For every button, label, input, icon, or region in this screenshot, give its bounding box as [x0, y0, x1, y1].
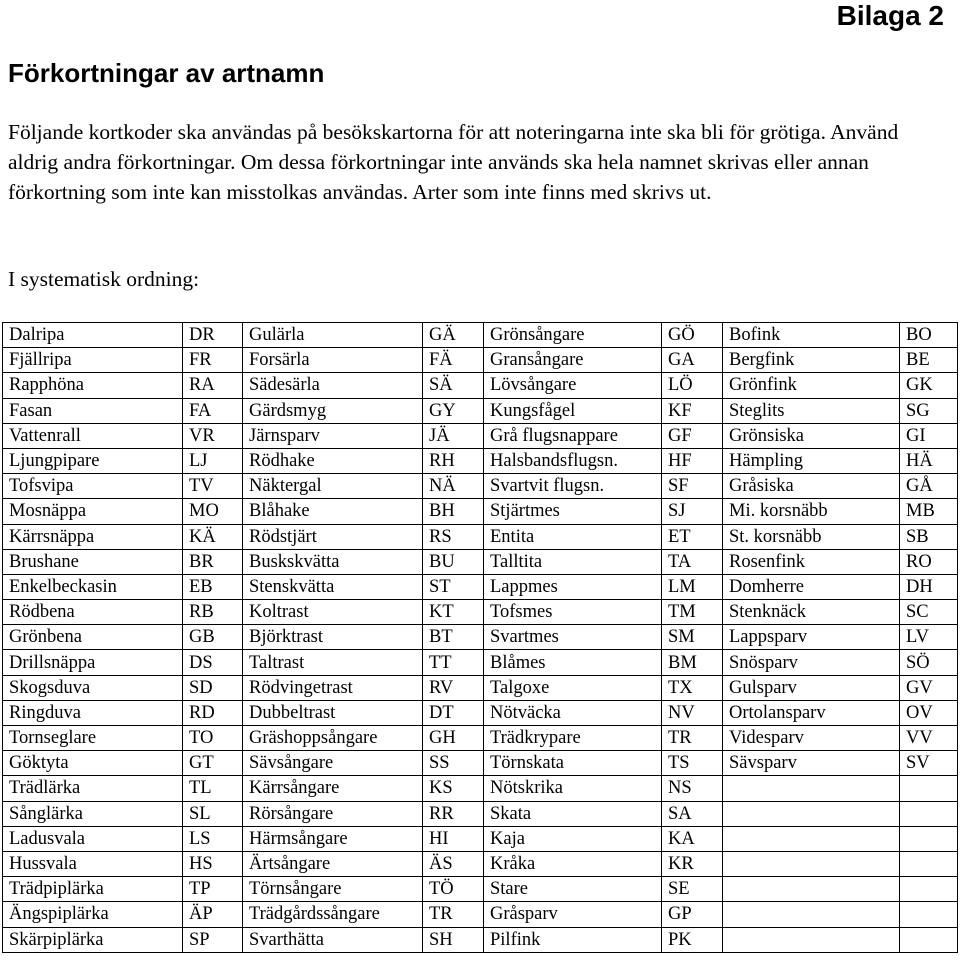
table-row: [3, 675, 958, 700]
cell-species-name-group-3: Gransångare: [484, 348, 662, 373]
cell-species-name-group-1: Grönbena: [3, 625, 183, 650]
cell-species-code-group-2: HI: [423, 826, 484, 851]
cell-species-code-group-2: KS: [423, 776, 484, 801]
cell-species-name-group-3: Kungsfågel: [484, 398, 662, 423]
table-row: [3, 877, 958, 902]
cell-species-name-group-2: Buskskvätta: [243, 549, 423, 574]
cell-species-name-group-4: Videsparv: [723, 726, 900, 751]
cell-species-code-group-4: GV: [900, 675, 958, 700]
cell-species-code-group-1: SP: [183, 927, 243, 952]
cell-species-code-group-3: NV: [662, 700, 723, 725]
cell-species-code-group-4: [900, 902, 958, 927]
cell-species-code-group-1: MO: [183, 499, 243, 524]
table-row: [3, 851, 958, 876]
cell-species-name-group-1: Tornseglare: [3, 726, 183, 751]
cell-species-code-group-4: SÖ: [900, 650, 958, 675]
cell-species-name-group-1: Brushane: [3, 549, 183, 574]
cell-species-code-group-4: LV: [900, 625, 958, 650]
cell-species-code-group-3: GÖ: [662, 323, 723, 348]
cell-species-name-group-1: Ängspiplärka: [3, 902, 183, 927]
cell-species-code-group-4: GÅ: [900, 474, 958, 499]
cell-species-name-group-1: Göktyta: [3, 751, 183, 776]
cell-species-code-group-2: TÖ: [423, 877, 484, 902]
cell-species-code-group-2: KT: [423, 600, 484, 625]
cell-species-name-group-1: Fjällripa: [3, 348, 183, 373]
cell-species-name-group-2: Taltrast: [243, 650, 423, 675]
cell-species-code-group-2: TR: [423, 902, 484, 927]
cell-species-name-group-4: Grönsiska: [723, 423, 900, 448]
document-title: Förkortningar av artnamn: [8, 58, 325, 88]
cell-species-name-group-2: Gärdsmyg: [243, 398, 423, 423]
cell-species-name-group-3: Nötväcka: [484, 700, 662, 725]
cell-species-code-group-2: GH: [423, 726, 484, 751]
cell-species-name-group-2: Stenskvätta: [243, 574, 423, 599]
cell-species-code-group-3: GA: [662, 348, 723, 373]
cell-species-code-group-3: KR: [662, 851, 723, 876]
cell-species-name-group-2: Ärtsångare: [243, 851, 423, 876]
cell-species-name-group-3: Pilfink: [484, 927, 662, 952]
cell-species-name-group-2: Blåhake: [243, 499, 423, 524]
cell-species-code-group-3: SA: [662, 801, 723, 826]
table-row: [3, 423, 958, 448]
cell-species-code-group-4: [900, 776, 958, 801]
systematic-order-label: I systematisk ordning:: [8, 267, 200, 291]
cell-species-name-group-3: Svartmes: [484, 625, 662, 650]
cell-species-name-group-2: Kärrsångare: [243, 776, 423, 801]
cell-species-name-group-2: Härmsångare: [243, 826, 423, 851]
cell-species-name-group-4: Lappsparv: [723, 625, 900, 650]
cell-species-name-group-2: Sävsångare: [243, 751, 423, 776]
cell-species-name-group-4: [723, 877, 900, 902]
cell-species-name-group-4: Stenknäck: [723, 600, 900, 625]
table-row: [3, 474, 958, 499]
cell-species-name-group-1: Ljungpipare: [3, 448, 183, 473]
cell-species-code-group-3: SF: [662, 474, 723, 499]
cell-species-code-group-3: ET: [662, 524, 723, 549]
cell-species-code-group-2: SH: [423, 927, 484, 952]
cell-species-code-group-1: RB: [183, 600, 243, 625]
cell-species-code-group-4: RO: [900, 549, 958, 574]
cell-species-name-group-4: [723, 902, 900, 927]
cell-species-code-group-1: RA: [183, 373, 243, 398]
cell-species-code-group-1: GB: [183, 625, 243, 650]
cell-species-name-group-4: Steglits: [723, 398, 900, 423]
cell-species-code-group-1: TL: [183, 776, 243, 801]
cell-species-name-group-2: Järnsparv: [243, 423, 423, 448]
cell-species-name-group-4: Snösparv: [723, 650, 900, 675]
cell-species-name-group-4: Sävsparv: [723, 751, 900, 776]
cell-species-name-group-1: Sånglärka: [3, 801, 183, 826]
table-row: [3, 826, 958, 851]
cell-species-code-group-4: MB: [900, 499, 958, 524]
cell-species-code-group-3: TS: [662, 751, 723, 776]
cell-species-name-group-4: St. korsnäbb: [723, 524, 900, 549]
cell-species-code-group-3: NS: [662, 776, 723, 801]
cell-species-name-group-3: Grönsångare: [484, 323, 662, 348]
table-row: [3, 549, 958, 574]
cell-species-code-group-1: RD: [183, 700, 243, 725]
cell-species-name-group-1: Kärrsnäppa: [3, 524, 183, 549]
cell-species-name-group-3: Trädkrypare: [484, 726, 662, 751]
cell-species-code-group-3: KA: [662, 826, 723, 851]
cell-species-code-group-4: [900, 826, 958, 851]
species-code-table: [2, 322, 958, 953]
cell-species-name-group-4: Bofink: [723, 323, 900, 348]
cell-species-name-group-3: Skata: [484, 801, 662, 826]
cell-species-name-group-3: Lappmes: [484, 574, 662, 599]
cell-species-name-group-1: Hussvala: [3, 851, 183, 876]
cell-species-name-group-1: Rödbena: [3, 600, 183, 625]
table-row: [3, 323, 958, 348]
cell-species-code-group-2: ÄS: [423, 851, 484, 876]
cell-species-name-group-1: Skärpiplärka: [3, 927, 183, 952]
cell-species-name-group-2: Törnsångare: [243, 877, 423, 902]
table-row: [3, 348, 958, 373]
cell-species-code-group-3: SJ: [662, 499, 723, 524]
cell-species-name-group-2: Trädgårdssångare: [243, 902, 423, 927]
cell-species-code-group-1: SD: [183, 675, 243, 700]
cell-species-code-group-2: BH: [423, 499, 484, 524]
cell-species-name-group-4: [723, 801, 900, 826]
table-row: [3, 574, 958, 599]
cell-species-name-group-4: [723, 851, 900, 876]
cell-species-name-group-4: Mi. korsnäbb: [723, 499, 900, 524]
cell-species-name-group-2: Rörsångare: [243, 801, 423, 826]
cell-species-name-group-1: Mosnäppa: [3, 499, 183, 524]
cell-species-code-group-3: KF: [662, 398, 723, 423]
cell-species-name-group-3: Kråka: [484, 851, 662, 876]
table-row: [3, 700, 958, 725]
cell-species-code-group-1: TV: [183, 474, 243, 499]
cell-species-code-group-1: HS: [183, 851, 243, 876]
cell-species-name-group-4: Hämpling: [723, 448, 900, 473]
cell-species-code-group-2: RV: [423, 675, 484, 700]
cell-species-code-group-3: GP: [662, 902, 723, 927]
table-row: [3, 524, 958, 549]
cell-species-name-group-4: Ortolansparv: [723, 700, 900, 725]
cell-species-name-group-2: Björktrast: [243, 625, 423, 650]
cell-species-code-group-3: GF: [662, 423, 723, 448]
cell-species-name-group-1: Trädpiplärka: [3, 877, 183, 902]
cell-species-code-group-2: RR: [423, 801, 484, 826]
cell-species-code-group-4: [900, 851, 958, 876]
table-row: [3, 448, 958, 473]
cell-species-code-group-1: BR: [183, 549, 243, 574]
cell-species-code-group-1: VR: [183, 423, 243, 448]
cell-species-code-group-3: BM: [662, 650, 723, 675]
cell-species-name-group-4: Gråsiska: [723, 474, 900, 499]
cell-species-code-group-3: HF: [662, 448, 723, 473]
cell-species-code-group-1: LS: [183, 826, 243, 851]
cell-species-name-group-4: [723, 776, 900, 801]
cell-species-code-group-3: SE: [662, 877, 723, 902]
cell-species-name-group-2: Näktergal: [243, 474, 423, 499]
cell-species-code-group-1: ÄP: [183, 902, 243, 927]
cell-species-code-group-4: [900, 877, 958, 902]
cell-species-code-group-1: FA: [183, 398, 243, 423]
cell-species-name-group-3: Svartvit flugsn.: [484, 474, 662, 499]
cell-species-code-group-1: KÄ: [183, 524, 243, 549]
cell-species-code-group-4: HÄ: [900, 448, 958, 473]
cell-species-name-group-4: Bergfink: [723, 348, 900, 373]
cell-species-name-group-4: Gulsparv: [723, 675, 900, 700]
cell-species-code-group-3: TX: [662, 675, 723, 700]
table-row: [3, 927, 958, 952]
cell-species-name-group-4: Rosenfink: [723, 549, 900, 574]
cell-species-name-group-1: Ringduva: [3, 700, 183, 725]
cell-species-code-group-2: DT: [423, 700, 484, 725]
cell-species-code-group-4: [900, 927, 958, 952]
cell-species-name-group-1: Enkelbeckasin: [3, 574, 183, 599]
cell-species-code-group-4: SB: [900, 524, 958, 549]
cell-species-name-group-1: Skogsduva: [3, 675, 183, 700]
cell-species-code-group-1: TO: [183, 726, 243, 751]
cell-species-name-group-2: Rödstjärt: [243, 524, 423, 549]
cell-species-name-group-3: Entita: [484, 524, 662, 549]
table-row: [3, 600, 958, 625]
cell-species-name-group-4: Grönfink: [723, 373, 900, 398]
cell-species-name-group-3: Kaja: [484, 826, 662, 851]
cell-species-code-group-2: RH: [423, 448, 484, 473]
cell-species-name-group-1: Vattenrall: [3, 423, 183, 448]
table-row: [3, 650, 958, 675]
cell-species-name-group-1: Trädlärka: [3, 776, 183, 801]
cell-species-code-group-3: SM: [662, 625, 723, 650]
cell-species-code-group-2: BU: [423, 549, 484, 574]
cell-species-name-group-3: Nötskrika: [484, 776, 662, 801]
cell-species-code-group-3: TR: [662, 726, 723, 751]
cell-species-name-group-2: Rödvingetrast: [243, 675, 423, 700]
cell-species-name-group-3: Lövsångare: [484, 373, 662, 398]
cell-species-code-group-2: FÄ: [423, 348, 484, 373]
cell-species-code-group-1: TP: [183, 877, 243, 902]
cell-species-code-group-2: ST: [423, 574, 484, 599]
cell-species-code-group-1: SL: [183, 801, 243, 826]
cell-species-name-group-4: [723, 927, 900, 952]
cell-species-code-group-4: SC: [900, 600, 958, 625]
cell-species-name-group-3: Gråsparv: [484, 902, 662, 927]
cell-species-name-group-3: Talgoxe: [484, 675, 662, 700]
cell-species-code-group-1: LJ: [183, 448, 243, 473]
table-row: [3, 625, 958, 650]
cell-species-name-group-3: Törnskata: [484, 751, 662, 776]
cell-species-name-group-3: Stjärtmes: [484, 499, 662, 524]
cell-species-code-group-1: DS: [183, 650, 243, 675]
cell-species-code-group-1: FR: [183, 348, 243, 373]
cell-species-name-group-3: Talltita: [484, 549, 662, 574]
cell-species-code-group-3: LM: [662, 574, 723, 599]
cell-species-code-group-2: BT: [423, 625, 484, 650]
cell-species-code-group-4: VV: [900, 726, 958, 751]
cell-species-name-group-2: Rödhake: [243, 448, 423, 473]
cell-species-code-group-2: GÄ: [423, 323, 484, 348]
cell-species-code-group-2: TT: [423, 650, 484, 675]
cell-species-name-group-1: Drillsnäppa: [3, 650, 183, 675]
table-row: [3, 801, 958, 826]
cell-species-name-group-2: Gulärla: [243, 323, 423, 348]
cell-species-name-group-1: Tofsvipa: [3, 474, 183, 499]
table-row: [3, 902, 958, 927]
table-row: [3, 398, 958, 423]
cell-species-code-group-1: EB: [183, 574, 243, 599]
cell-species-code-group-2: SÄ: [423, 373, 484, 398]
cell-species-code-group-3: TA: [662, 549, 723, 574]
cell-species-code-group-4: OV: [900, 700, 958, 725]
cell-species-name-group-1: Dalripa: [3, 323, 183, 348]
cell-species-code-group-4: GK: [900, 373, 958, 398]
cell-species-name-group-4: Domherre: [723, 574, 900, 599]
cell-species-code-group-4: SG: [900, 398, 958, 423]
table-row: [3, 499, 958, 524]
cell-species-code-group-2: GY: [423, 398, 484, 423]
cell-species-name-group-2: Forsärla: [243, 348, 423, 373]
cell-species-name-group-4: [723, 826, 900, 851]
cell-species-code-group-1: GT: [183, 751, 243, 776]
cell-species-code-group-4: DH: [900, 574, 958, 599]
cell-species-code-group-4: [900, 801, 958, 826]
cell-species-name-group-1: Rapphöna: [3, 373, 183, 398]
table-row: [3, 751, 958, 776]
cell-species-code-group-1: DR: [183, 323, 243, 348]
cell-species-code-group-3: TM: [662, 600, 723, 625]
cell-species-name-group-3: Grå flugsnappare: [484, 423, 662, 448]
table-row: [3, 726, 958, 751]
cell-species-code-group-2: JÄ: [423, 423, 484, 448]
cell-species-name-group-2: Koltrast: [243, 600, 423, 625]
cell-species-code-group-4: BO: [900, 323, 958, 348]
cell-species-name-group-1: Fasan: [3, 398, 183, 423]
cell-species-name-group-3: Stare: [484, 877, 662, 902]
cell-species-code-group-3: LÖ: [662, 373, 723, 398]
cell-species-code-group-3: PK: [662, 927, 723, 952]
appendix-label: Bilaga 2: [836, 0, 944, 31]
cell-species-name-group-2: Sädesärla: [243, 373, 423, 398]
cell-species-name-group-2: Gräshoppsångare: [243, 726, 423, 751]
cell-species-code-group-2: RS: [423, 524, 484, 549]
cell-species-name-group-1: Ladusvala: [3, 826, 183, 851]
cell-species-name-group-3: Halsbandsflugsn.: [484, 448, 662, 473]
table-row: [3, 373, 958, 398]
cell-species-code-group-4: SV: [900, 751, 958, 776]
cell-species-name-group-3: Blåmes: [484, 650, 662, 675]
cell-species-code-group-2: NÄ: [423, 474, 484, 499]
cell-species-name-group-2: Dubbeltrast: [243, 700, 423, 725]
intro-paragraph: Följande kortkoder ska användas på besökskartorna för att noteringarna inte ska bli för grötiga. Använd aldrig andra förkortningar. Om dessa förkortningar inte används ska hela namnet skrivas eller annan förkortning som inte kan misstolkas användas. Arter som inte finns med skrivs ut.: [8, 120, 899, 204]
cell-species-code-group-2: SS: [423, 751, 484, 776]
table-row: [3, 776, 958, 801]
cell-species-code-group-4: GI: [900, 423, 958, 448]
cell-species-code-group-4: BE: [900, 348, 958, 373]
cell-species-name-group-2: Svarthätta: [243, 927, 423, 952]
cell-species-name-group-3: Tofsmes: [484, 600, 662, 625]
